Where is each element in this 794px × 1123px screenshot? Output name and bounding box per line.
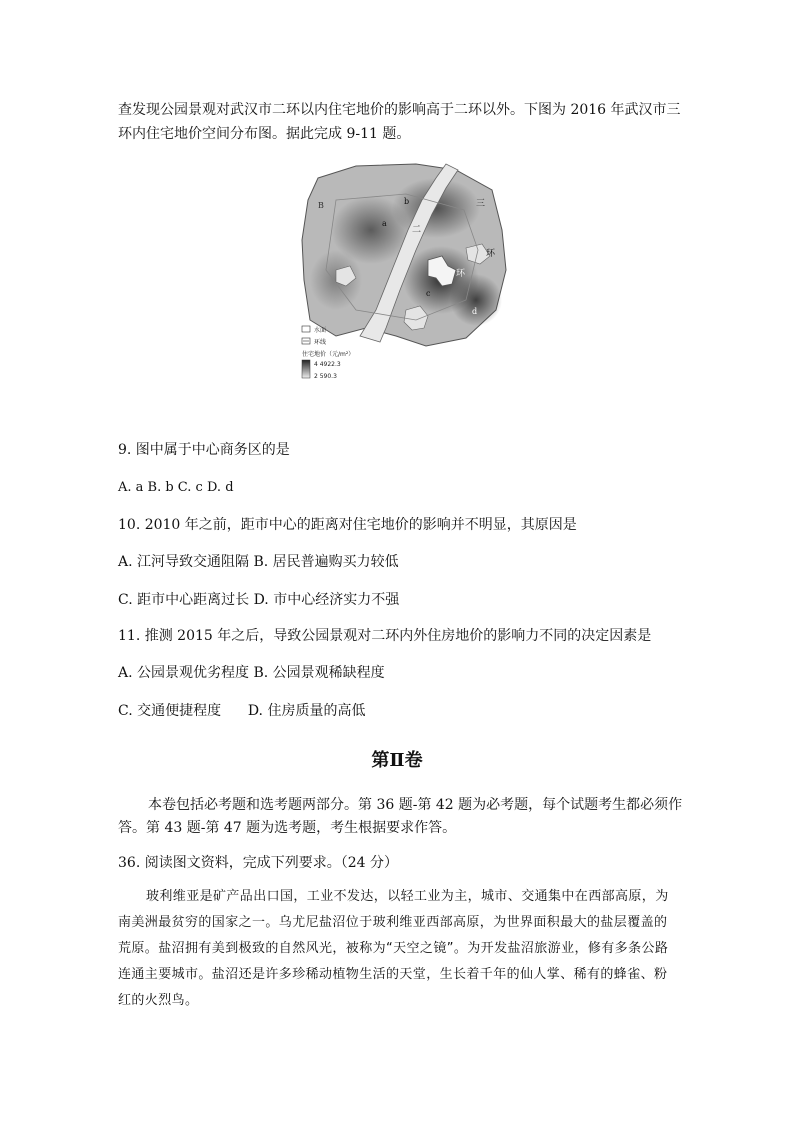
legend-gradient <box>302 360 310 378</box>
map-label-b: b <box>404 197 410 206</box>
q36-passage: 玻利维亚是矿产品出口国，工业不发达，以轻工业为主，城市、交通集中在西部高原，为南美洲最贫穷的国家之一。乌尤尼盐沼位于玻利维亚西部高原，为世界面积最大的盐层覆盖的荒原。盐沼拥有美到极致的自然风光，被称为“天空之镜”。为开发盐沼旅游业，修有多条公路连通主要城市。盐沼还是许多珍稀动植物生活的天堂，生长着千年的仙人掌、稀有的蜂雀、粉红的火烈鸟。 <box>118 889 669 1008</box>
q9-stem: 9. 图中属于中心商务区的是 <box>118 442 290 458</box>
q11-stem: 11. 推测 2015 年之后，导致公园景观对二环内外住房地价的影响力不同的决定因素是 <box>118 628 652 644</box>
map-label-san: 三 <box>476 199 486 209</box>
legend-price-title: 住宅地价（元/m²） <box>302 351 355 358</box>
map-label-B: B <box>318 201 324 210</box>
section-title: 第Ⅱ卷 <box>371 750 423 771</box>
q10-stem: 10. 2010 年之前，距市中心的距离对住宅地价的影响并不明显，其原因是 <box>118 517 577 533</box>
section-instructions-2: 答。第 43 题-第 47 题为选考题，考生根据要求作答。 <box>118 820 457 836</box>
legend-price-low: 2 590.3 <box>314 373 337 380</box>
map-label-er: 二 <box>412 225 422 235</box>
intro-line-1: 查发现公园景观对武汉市二环以内住宅地价的影响高于二环以外。下图为 2016 年武汉市三 <box>118 102 681 118</box>
legend-price-high: 4 4922.3 <box>314 361 341 368</box>
q36-stem: 36. 阅读图文资料，完成下列要求。（24 分） <box>118 855 398 871</box>
map-label-d: d <box>472 307 478 316</box>
q11-options-2: C. 交通便捷程度 D. 住房质量的高低 <box>118 703 366 719</box>
section-instructions-1: 本卷包括必考题和选考题两部分。第 36 题-第 42 题为必考题，每个试题考生都必须作 <box>148 797 683 813</box>
land-price-map <box>296 160 520 386</box>
q10-options-1: A. 江河导致交通阻隔 B. 居民普遍购买力较低 <box>118 554 399 570</box>
legend-ring: 环线 <box>314 339 327 346</box>
q11-options-1: A. 公园景观优劣程度 B. 公园景观稀缺程度 <box>118 665 385 681</box>
q9-options: A. a B. b C. c D. d <box>118 480 234 495</box>
legend-water: 水面 <box>314 327 327 334</box>
map-label-huan-outer: 环 <box>486 249 496 259</box>
map-label-c: c <box>426 289 431 298</box>
intro-line-2: 环内住宅地价空间分布图。据此完成 9-11 题。 <box>118 126 411 142</box>
q10-options-2: C. 距市中心距离过长 D. 市中心经济实力不强 <box>118 592 400 608</box>
map-label-huan-inner: 环 <box>456 269 466 279</box>
map-label-a: a <box>382 219 387 228</box>
